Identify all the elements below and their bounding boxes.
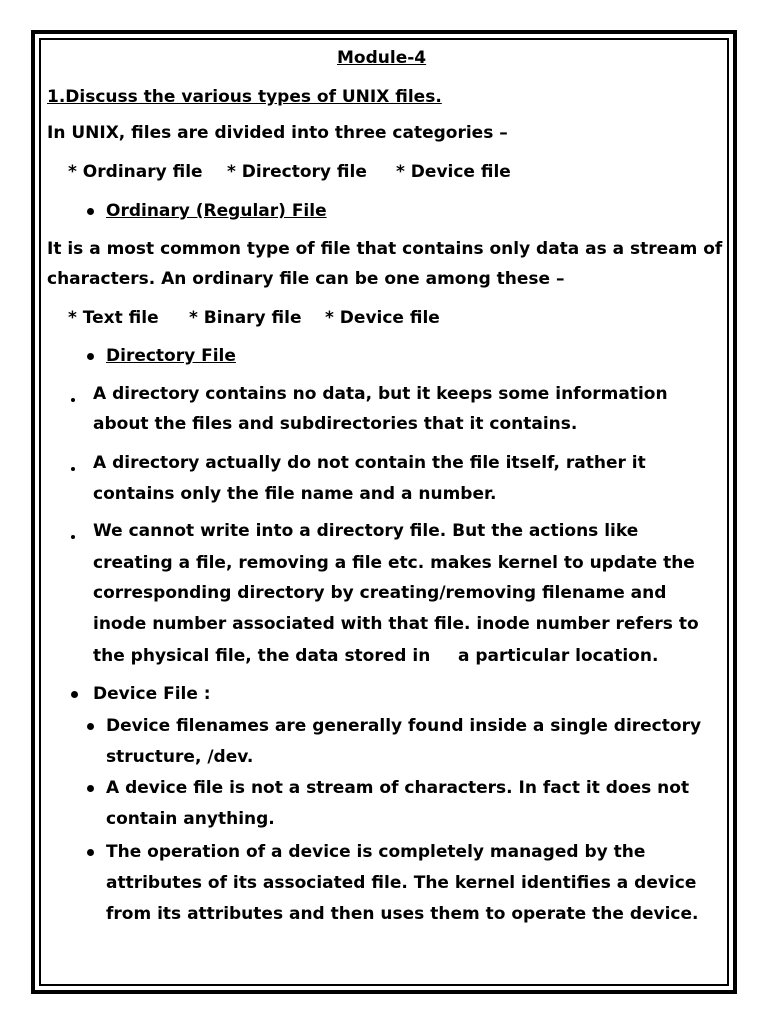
ordinary-type-device: * Device file: [325, 308, 440, 328]
device-point1-line1: Device filenames are generally found inside a single directory: [106, 716, 702, 736]
directory-point3-line3: corresponding directory by creating/removing filename and: [93, 583, 667, 603]
directory-point3-line4: inode number associated with that file. inode number refers to: [93, 614, 699, 634]
directory-point3-line5b: a particular location.: [458, 646, 659, 666]
bullet-icon: [87, 208, 94, 215]
small-bullet-icon: [71, 467, 75, 471]
device-point3-line1: The operation of a device is completely managed by the: [106, 842, 646, 862]
directory-point3-line2: creating a file, removing a file etc. makes kernel to update the: [93, 553, 695, 573]
bullet-icon: [87, 849, 94, 856]
ordinary-para-line1: It is a most common type of file that contains only data as a stream of: [47, 239, 723, 259]
category-device: * Device file: [396, 162, 511, 182]
device-point2-line1: A device file is not a stream of characters. In fact it does not: [106, 778, 690, 798]
bullet-icon: [87, 723, 94, 730]
bullet-icon: [87, 785, 94, 792]
device-point3-line3: from its attributes and then uses them to operate the device.: [106, 904, 699, 924]
bullet-icon: [71, 691, 78, 698]
small-bullet-icon: [71, 398, 75, 402]
directory-point2-line1: A directory actually do not contain the file itself, rather it: [93, 453, 646, 473]
small-bullet-icon: [71, 535, 75, 539]
ordinary-type-binary: * Binary file: [189, 308, 302, 328]
question-heading: 1.Discuss the various types of UNIX files.: [47, 87, 442, 107]
directory-point1-line2: about the files and subdirectories that it contains.: [93, 414, 578, 434]
device-heading: Device File :: [93, 684, 211, 704]
category-ordinary: * Ordinary file: [68, 162, 203, 182]
device-point3-line2: attributes of its associated file. The kernel identifies a device: [106, 873, 697, 893]
directory-point2-line2: contains only the file name and a number.: [93, 484, 497, 504]
directory-point3-line5a: the physical file, the data stored in: [93, 646, 431, 666]
bullet-icon: [87, 353, 94, 360]
directory-heading: Directory File: [106, 346, 236, 366]
ordinary-type-text: * Text file: [68, 308, 159, 328]
ordinary-para-line2: characters. An ordinary file can be one among these –: [47, 269, 565, 289]
device-point2-line2: contain anything.: [106, 809, 275, 829]
module-title: Module-4: [337, 48, 427, 68]
intro-text: In UNIX, files are divided into three categories –: [47, 123, 508, 143]
category-directory: * Directory file: [227, 162, 367, 182]
directory-point1-line1: A directory contains no data, but it keeps some information: [93, 384, 668, 404]
directory-point3-line1: We cannot write into a directory file. But the actions like: [93, 521, 639, 541]
ordinary-heading: Ordinary (Regular) File: [106, 201, 327, 221]
device-point1-line2: structure, /dev.: [106, 747, 254, 767]
